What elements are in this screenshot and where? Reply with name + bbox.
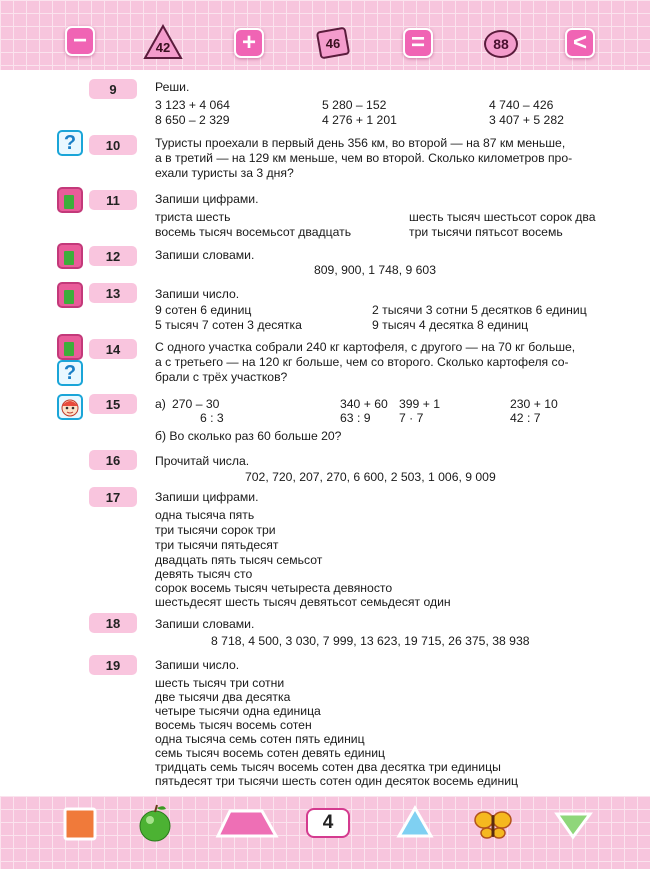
exercise-15-expr: 7 · 7 — [399, 411, 424, 425]
exercise-12-numbers: 809, 900, 1 748, 9 603 — [314, 263, 436, 277]
exercise-19-item: одна тысяча семь сотен пять единиц — [155, 732, 365, 746]
exercise-number-10: 10 — [89, 135, 137, 155]
exercise-9-expr: 5 280 – 152 — [322, 98, 387, 112]
notebook-icon — [57, 334, 83, 360]
question-icon: ? — [57, 360, 83, 386]
face-icon — [59, 396, 81, 418]
exercise-19-item: пятьдесят три тысячи шесть сотен один десяток восемь единиц — [155, 774, 518, 788]
plus-icon: + — [241, 29, 256, 56]
equals-icon: = — [410, 29, 425, 56]
exercise-number-12: 12 — [89, 246, 137, 266]
notebook-icon — [57, 187, 83, 213]
exercise-number-15: 15 — [89, 394, 137, 414]
exercise-9-expr: 4 740 – 426 — [489, 98, 554, 112]
minus-sign-tile — [65, 26, 95, 56]
exercise-17-item: сорок восемь тысяч четыреста девяносто — [155, 581, 393, 595]
exercise-15-expr: 230 + 10 — [510, 397, 558, 411]
equals-sign-tile — [403, 28, 433, 58]
exercise-14-text-line: а с третьего — на 120 кг больше, чем со второго. Сколько картофеля со- — [155, 355, 569, 369]
green-triangle-icon — [557, 814, 590, 837]
exercise-10-text-line: Туристы проехали в первый день 356 км, во второй — на 87 км меньше, — [155, 136, 566, 150]
page-number: 4 — [306, 808, 350, 838]
exercise-13-item: 9 тысяч 4 десятка 8 единиц — [372, 318, 529, 332]
exercise-17-title: Запиши цифрами. — [155, 490, 259, 504]
exercise-12-title: Запиши словами. — [155, 248, 255, 262]
exercise-15-label-a: а) — [155, 397, 166, 411]
exercise-18-numbers: 8 718, 4 500, 3 030, 7 999, 13 623, 19 715, 26 375, 38 938 — [211, 634, 530, 648]
exercise-19-title: Запиши число. — [155, 658, 240, 672]
exercise-13-item: 2 тысячи 3 сотни 5 десятков 6 единиц — [372, 303, 587, 317]
exercise-number-11: 11 — [89, 190, 137, 210]
exercise-number-9: 9 — [89, 79, 137, 99]
exercise-19-item: две тысячи два десятка — [155, 690, 291, 704]
exercise-13-title: Запиши число. — [155, 287, 240, 301]
exercise-17-item: одна тысяча пять — [155, 508, 255, 522]
notebook-icon — [57, 243, 83, 269]
oval-number-tile — [484, 30, 518, 58]
exercise-number-17: 17 — [89, 487, 137, 507]
exercise-19-item: семь тысяч восемь сотен девять единиц — [155, 746, 386, 760]
exercise-9-expr: 8 650 – 2 329 — [155, 113, 230, 127]
square-value: 46 — [325, 35, 341, 51]
exercise-11-item: три тысячи пятьсот восемь — [409, 225, 563, 239]
child-face-icon — [57, 394, 83, 420]
exercise-10-text-line: а в третий — на 129 км меньше, чем во второй. Сколько километров про- — [155, 151, 573, 165]
less-than-icon: < — [572, 29, 587, 56]
exercise-19-item: тридцать семь тысяч восемь сотен два десятка три единицы — [155, 760, 501, 774]
minus-icon: − — [72, 27, 87, 54]
exercise-9-expr: 3 123 + 4 064 — [155, 98, 230, 112]
header-band — [0, 0, 650, 70]
exercise-9-title: Реши. — [155, 80, 190, 94]
exercise-15-expr: 6 : 3 — [200, 411, 224, 425]
exercise-number-18: 18 — [89, 613, 137, 633]
exercise-number-19: 19 — [89, 655, 137, 675]
exercise-19-item: восемь тысяч восемь сотен — [155, 718, 312, 732]
exercise-15-expr: 399 + 1 — [399, 397, 441, 411]
tilted-square-number-tile — [313, 25, 353, 61]
exercise-11-item: триста шесть — [155, 210, 231, 224]
exercise-17-item: шестьдесят шесть тысяч девятьсот семьдесят один — [155, 595, 451, 609]
blue-triangle-icon — [399, 808, 431, 836]
exercise-16-title: Прочитай числа. — [155, 454, 250, 468]
plus-sign-tile — [234, 28, 264, 58]
orange-square-icon — [65, 809, 95, 839]
exercise-15-expr: 63 : 9 — [340, 411, 371, 425]
exercise-17-item: девять тысяч сто — [155, 567, 253, 581]
exercise-10-text-line: ехали туристы за 3 дня? — [155, 166, 294, 180]
exercise-19-item: шесть тысяч три сотни — [155, 676, 285, 690]
notebook-icon — [57, 282, 83, 308]
less-than-sign-tile — [565, 28, 595, 58]
exercise-15-question-b: б) Во сколько раз 60 больше 20? — [155, 429, 342, 443]
exercise-number-16: 16 — [89, 450, 137, 470]
exercise-16-numbers: 702, 720, 207, 270, 6 600, 2 503, 1 006, 9 009 — [245, 470, 496, 484]
exercise-19-item: четыре тысячи одна единица — [155, 704, 321, 718]
green-apple-icon — [140, 805, 170, 841]
exercise-9-expr: 3 407 + 5 282 — [489, 113, 564, 127]
exercise-13-item: 9 сотен 6 единиц — [155, 303, 252, 317]
butterfly-icon — [475, 812, 511, 838]
exercise-17-item: три тысячи пятьдесят — [155, 538, 279, 552]
exercise-14-text-line: С одного участка собрали 240 кг картофеля, с другого — на 70 кг больше, — [155, 340, 576, 354]
exercise-11-item: восемь тысяч восемьсот двадцать — [155, 225, 352, 239]
exercise-9-expr: 4 276 + 1 201 — [322, 113, 397, 127]
exercise-17-item: двадцать пять тысяч семьсот — [155, 553, 323, 567]
triangle-value: 42 — [155, 39, 171, 55]
exercise-17-item: три тысячи сорок три — [155, 523, 276, 537]
exercise-15-expr: 42 : 7 — [510, 411, 541, 425]
oval-value: 88 — [493, 36, 509, 52]
exercise-14-text-line: брали с трёх участков? — [155, 370, 288, 384]
exercise-15-expr: 340 + 60 — [340, 397, 388, 411]
exercise-18-title: Запиши словами. — [155, 617, 255, 631]
pink-trapezoid-icon — [218, 811, 276, 836]
exercise-15-expr: 270 – 30 — [172, 397, 220, 411]
triangle-number-tile — [143, 24, 183, 60]
exercise-number-14: 14 — [89, 339, 137, 359]
exercise-13-item: 5 тысяч 7 сотен 3 десятка — [155, 318, 302, 332]
exercise-number-13: 13 — [89, 283, 137, 303]
exercise-11-item: шесть тысяч шестьсот сорок два — [409, 210, 596, 224]
exercise-11-title: Запиши цифрами. — [155, 192, 259, 206]
question-icon: ? — [57, 130, 83, 156]
